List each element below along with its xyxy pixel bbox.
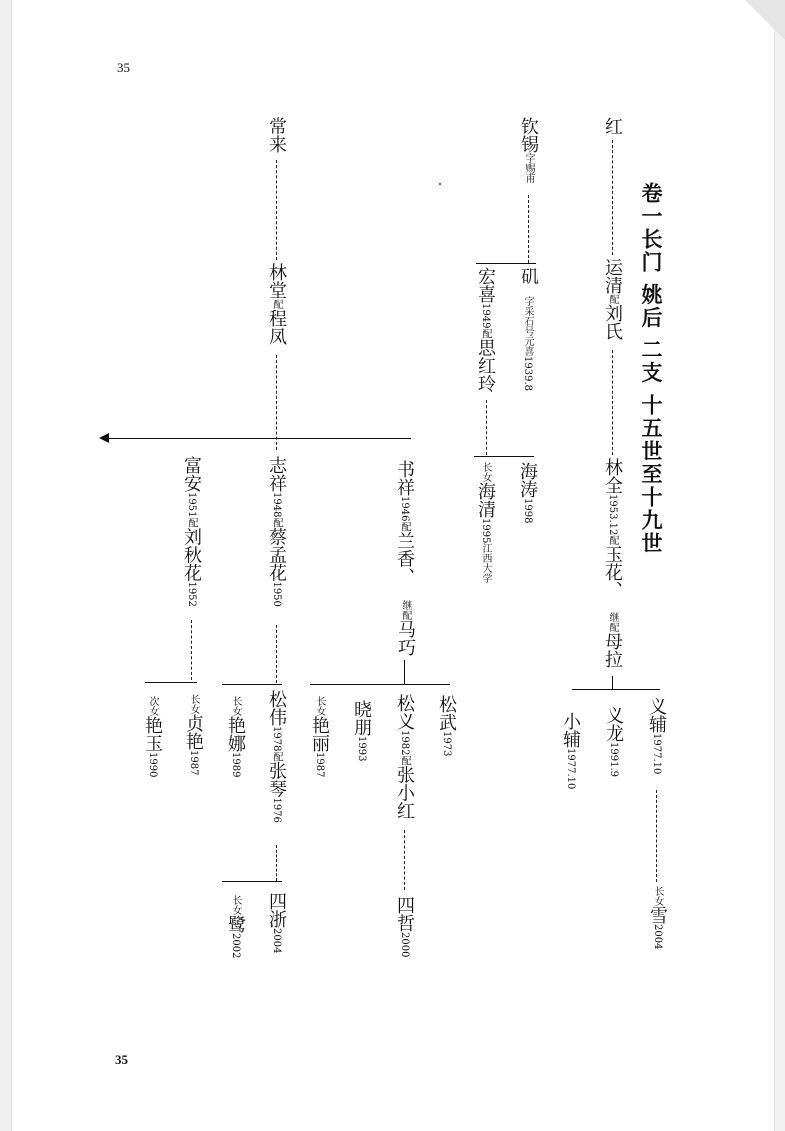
generation-arrow-line xyxy=(108,438,411,439)
page-right-edge xyxy=(774,0,785,1131)
sibling-bar xyxy=(474,456,534,457)
person-sizhe: 四哲2000 xyxy=(394,896,415,958)
person-shuxiang: 书祥1946配兰香、 xyxy=(394,460,415,586)
lineage-line xyxy=(404,830,405,890)
connector xyxy=(612,676,613,690)
person-xiaopeng: 晓朋1993 xyxy=(351,700,372,762)
lineage-line xyxy=(528,195,529,263)
page-number-top: 35 xyxy=(117,60,130,75)
sibling-bar xyxy=(222,684,282,685)
arrow-left-icon xyxy=(99,433,109,443)
person-haiqing: 长女海清1995江西大学 xyxy=(475,462,496,584)
person-linquan-spouse2: 继配母拉 xyxy=(602,612,623,668)
lineage-line xyxy=(656,790,657,882)
sibling-bar xyxy=(310,684,450,685)
lineage-line xyxy=(276,625,277,683)
person-yanli: 长女艳丽1987 xyxy=(309,696,330,778)
sibling-bar xyxy=(572,689,660,690)
person-changlai: 常来 xyxy=(266,117,287,153)
page-title: 卷一长门 姚后 二支 十五世至十九世 xyxy=(639,182,664,555)
lineage-line xyxy=(612,350,613,455)
person-yanyu: 次女艳玉1990 xyxy=(142,696,163,778)
page-left-edge xyxy=(0,0,12,1131)
person-haitao: 海涛1998 xyxy=(517,462,538,524)
person-linquan: 林全1953.12配玉花、 xyxy=(602,458,623,600)
sibling-bar xyxy=(476,263,536,264)
person-ji-note: 字采石号元喜1939.8 xyxy=(522,296,533,391)
scan-speck xyxy=(439,183,441,185)
page-corner-fold xyxy=(745,0,785,40)
lineage-line xyxy=(276,845,277,881)
lineage-line xyxy=(612,140,613,255)
lineage-line xyxy=(276,355,277,450)
person-lintang: 林堂配程凤 xyxy=(266,263,287,345)
lineage-line xyxy=(276,160,277,260)
person-shuxiang-spouse2: 继配马巧 xyxy=(395,600,416,656)
person-xiaofu: 小辅1977.10 xyxy=(560,712,581,790)
person-hongxi: 宏喜1949配思红玲 xyxy=(475,267,496,393)
connector xyxy=(404,660,405,684)
person-songwu: 松武1973 xyxy=(436,695,457,757)
person-yanna: 长女艳娜1989 xyxy=(225,696,246,778)
person-yilong: 义龙1991.9 xyxy=(603,706,624,777)
person-lu: 长女鹭2002 xyxy=(225,895,246,959)
person-songyi: 松义1982配张小红 xyxy=(394,694,415,820)
lineage-line xyxy=(191,620,192,680)
person-sizhe2: 四浙2004 xyxy=(266,892,287,954)
person-yifu: 义辅1977.10 xyxy=(646,697,667,775)
page-number-bottom: 35 xyxy=(115,1052,128,1067)
person-yunqing: 运清配刘氏 xyxy=(602,258,623,340)
person-fuan: 富安1951配刘秋花1952 xyxy=(181,456,202,607)
lineage-line xyxy=(486,400,487,455)
person-songwei: 松伟1978配张琴1976 xyxy=(266,690,287,823)
person-qinxi: 钦锡字赐甫 xyxy=(518,117,539,183)
sibling-bar xyxy=(145,682,197,683)
person-zhenyan: 长女贞艳1987 xyxy=(183,694,204,776)
sibling-bar xyxy=(222,881,282,882)
person-ji: 矶 xyxy=(518,267,539,285)
person-zhixiang: 志祥1948配蔡孟花1950 xyxy=(266,456,287,607)
person-xue: 长女雪2004 xyxy=(647,886,668,950)
person-hong: 红 xyxy=(602,117,623,135)
